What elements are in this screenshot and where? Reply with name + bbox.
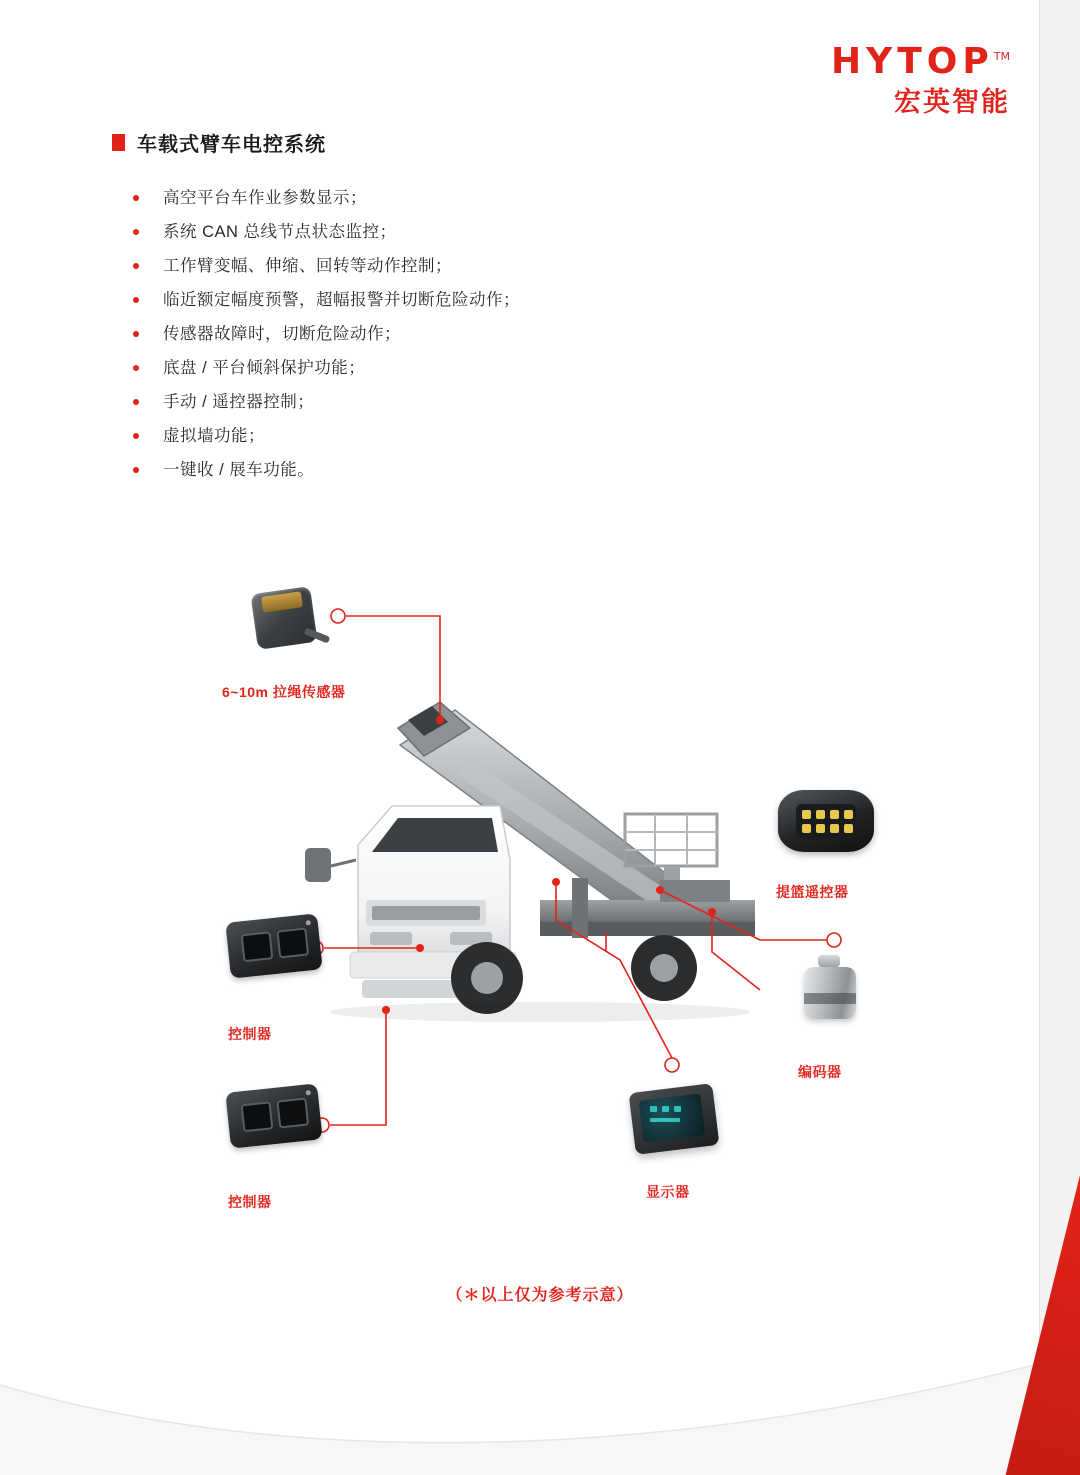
feature-text: 手动 / 遥控器控制； [163,393,315,411]
callout-label-rope-sensor: 6~10m 拉绳传感器 [222,684,346,700]
list-item [133,288,833,312]
basket-remote-image [778,790,874,852]
diagram-illustration [0,560,1080,1260]
bullet-dot-icon [133,467,139,473]
bullet-dot-icon [133,297,139,303]
brand-logo-text: HYTOP [831,41,994,82]
list-item [133,424,833,448]
bullet-dot-icon [133,399,139,405]
feature-text: 底盘 / 平台倾斜保护功能； [163,359,366,377]
controller-image-bottom [228,1088,320,1144]
feature-text: 传感器故障时，切断危险动作； [163,325,401,343]
list-item [133,254,833,278]
bullet-dot-icon [133,229,139,235]
list-item [133,458,833,482]
feature-text: 一键收 / 展车功能。 [163,461,315,479]
callout-label-display: 显示器 [646,1184,690,1200]
feature-text: 系统 CAN 总线节点状态监控； [163,223,397,241]
bullet-dot-icon [133,331,139,337]
feature-text: 虚拟墙功能； [163,427,265,445]
section-heading [112,128,326,157]
bullet-dot-icon [133,433,139,439]
list-item [133,390,833,414]
feature-text: 高空平台车作业参数显示； [163,189,367,207]
callout-label-controller-bottom: 控制器 [228,1194,272,1210]
heading-bullet-icon [112,134,125,151]
callout-label-encoder: 编码器 [798,1064,842,1080]
rope-sensor-image [246,582,330,658]
page-title: 车载式臂车电控系统 [137,134,326,156]
list-item [133,220,833,244]
feature-text: 工作臂变幅、伸缩、回转等动作控制； [163,257,452,275]
bullet-dot-icon [133,195,139,201]
list-item [133,322,833,346]
system-diagram [0,560,1080,1260]
display-image [632,1088,716,1150]
corner-sweep-decoration [0,1235,1080,1475]
list-item [133,186,833,210]
brand-logo [831,41,1010,117]
feature-text: 临近额定幅度预警，超幅报警并切断危险动作； [163,291,520,309]
bullet-dot-icon [133,365,139,371]
trademark-symbol: TM [993,50,1010,63]
brand-logo-chinese: 宏英智能 [894,87,1010,117]
controller-image-top [228,918,320,974]
corner-ribbon-decoration [960,1175,1080,1475]
bullet-dot-icon [133,263,139,269]
feature-list [133,186,833,492]
encoder-image [800,955,860,1031]
footnote: （＊以上仅为参考示意） [446,1287,634,1304]
list-item [133,356,833,380]
callout-label-controller-top: 控制器 [228,1026,272,1042]
callout-label-basket-remote: 提篮遥控器 [776,884,849,900]
brand-logo-mark [831,41,1010,82]
